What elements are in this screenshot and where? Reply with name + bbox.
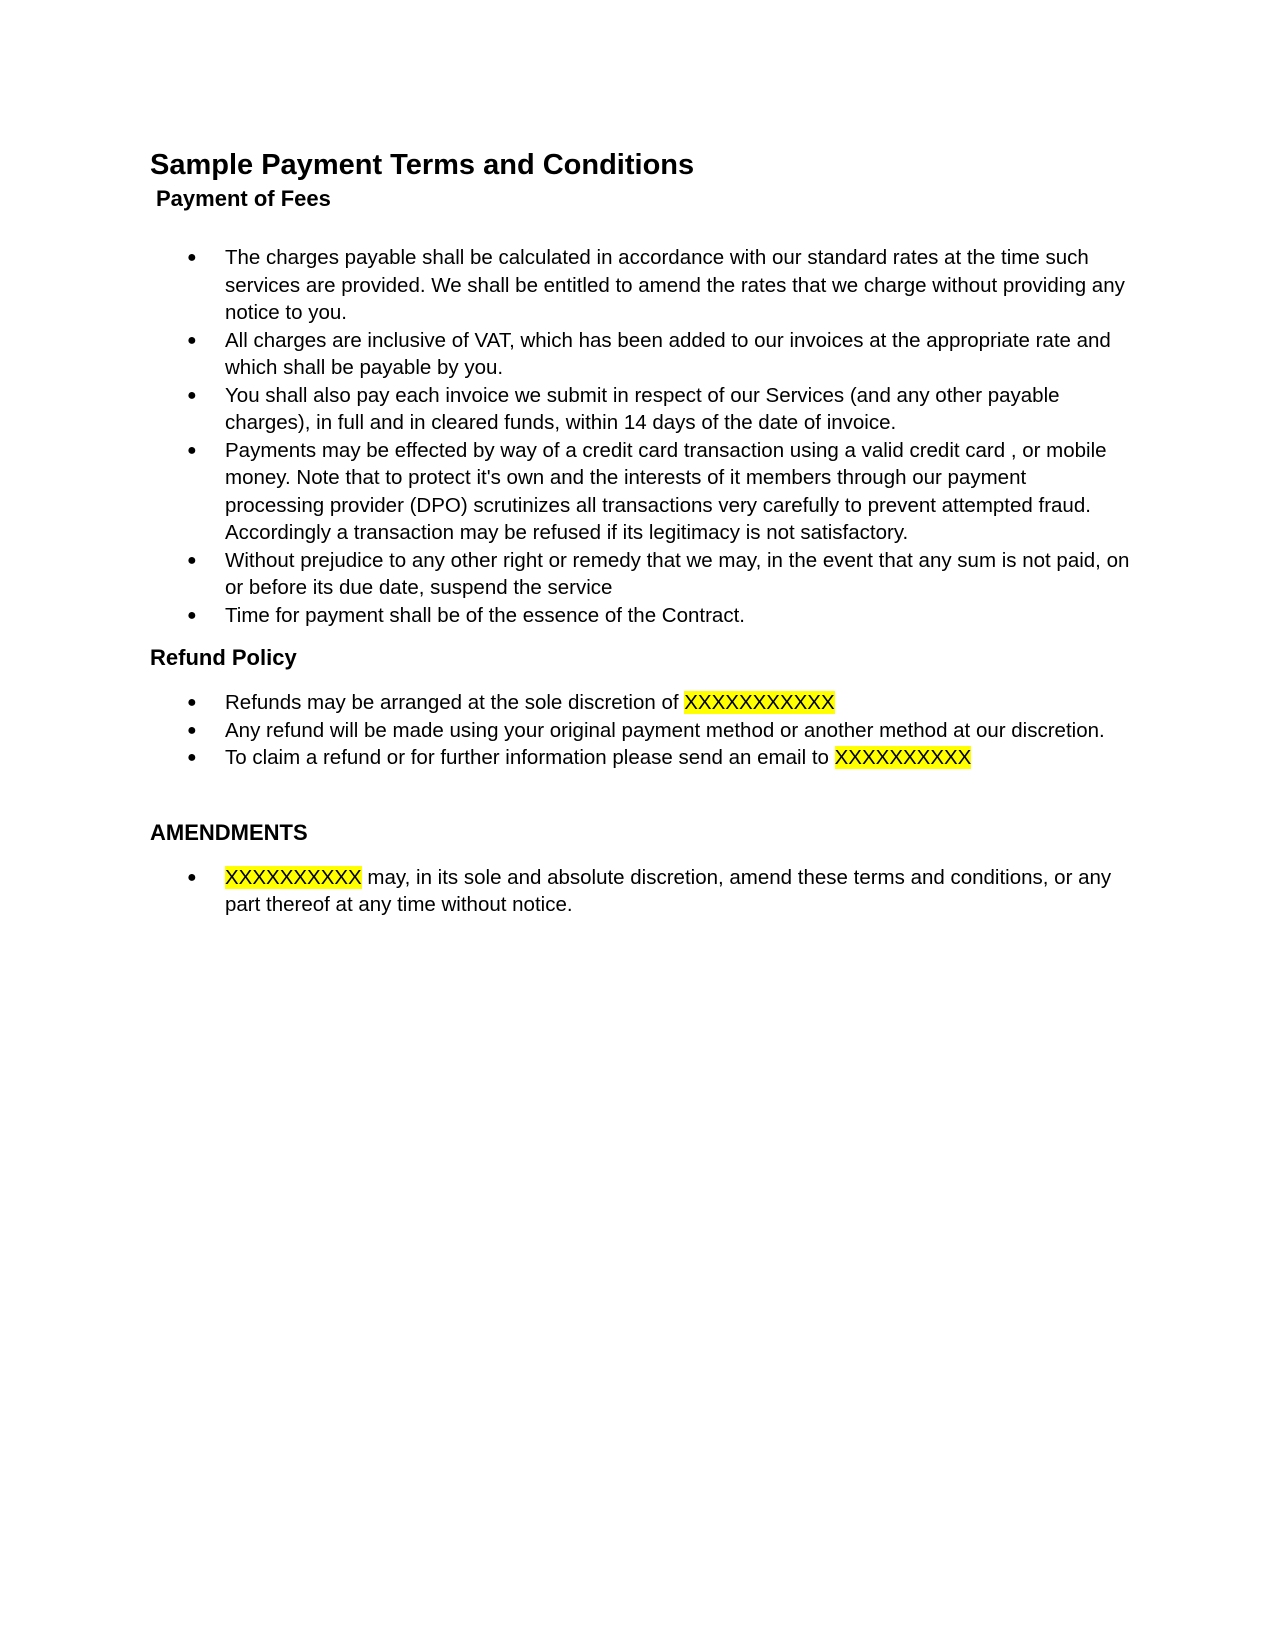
list-item-text: Payments may be effected by way of a credit card transaction using a valid credit card , or mobile money. Note that to protect it's own and the interests of it members through our payment processing provider (DPO) scrutinizes all transactions very carefully to prevent attempted fraud. Accordingly a transaction may be refused if its legitimacy is not satisfactory. bbox=[225, 438, 1107, 544]
list-item bbox=[150, 244, 1130, 327]
list-item bbox=[150, 744, 1130, 772]
bullet-icon: ● bbox=[187, 249, 197, 266]
amendments-section-heading: AMENDMENTS bbox=[150, 819, 308, 845]
placeholder-highlight: XXXXXXXXXX bbox=[225, 865, 362, 889]
payment-terms-list bbox=[150, 244, 1130, 629]
page-title: Sample Payment Terms and Conditions bbox=[150, 149, 695, 181]
list-item bbox=[150, 382, 1130, 437]
bullet-icon: ● bbox=[187, 386, 197, 404]
list-item bbox=[150, 864, 1130, 919]
list-item-text: Refunds may be arranged at the sole discretion of bbox=[225, 691, 685, 714]
list-item-text: You shall also pay each invoice we submit in respect of our Services (and any other payable charges), in full and in cleared funds, within 14 days of the date of invoice. bbox=[225, 383, 1060, 434]
list-item-text: Time for payment shall be of the essence of the Contract. bbox=[225, 603, 745, 627]
bullet-icon: ● bbox=[187, 721, 197, 739]
list-item bbox=[150, 327, 1130, 382]
list-item bbox=[150, 689, 1130, 717]
list-item bbox=[150, 437, 1130, 547]
document-body bbox=[150, 148, 1130, 919]
list-item bbox=[150, 547, 1130, 602]
bullet-icon: ● bbox=[187, 606, 197, 624]
bullet-icon: ● bbox=[187, 694, 197, 711]
list-item-text: may, in its sole and absolute discretion, amend these terms and conditions, or any part thereof at any time without notice. bbox=[225, 865, 1112, 916]
bullet-icon: ● bbox=[187, 441, 197, 459]
list-item-text: To claim a refund or for further information please send an email to bbox=[225, 746, 835, 769]
placeholder-highlight: XXXXXXXXXX bbox=[834, 746, 972, 769]
placeholder-highlight: XXXXXXXXXXX bbox=[684, 691, 835, 714]
bullet-icon: ● bbox=[187, 749, 197, 766]
list-item-text: All charges are inclusive of VAT, which has been added to our invoices at the appropriate rate and which shall be payable by you. bbox=[225, 328, 1111, 379]
amendments-list bbox=[150, 864, 1130, 919]
bullet-icon: ● bbox=[187, 551, 197, 569]
list-item-text: Any refund will be made using your original payment method or another method at our discretion. bbox=[225, 718, 1105, 742]
bullet-icon: ● bbox=[187, 331, 197, 349]
list-item bbox=[150, 717, 1130, 745]
list-item bbox=[150, 602, 1130, 630]
payment-section-heading: Payment of Fees bbox=[156, 186, 331, 211]
bullet-icon: ● bbox=[187, 868, 197, 886]
refund-policy-list bbox=[150, 689, 1130, 772]
list-item-text: Without prejudice to any other right or remedy that we may, in the event that any sum is not paid, on or before its due date, suspend the service bbox=[225, 548, 1130, 599]
refund-section-heading: Refund Policy bbox=[150, 645, 297, 670]
list-item-text: The charges payable shall be calculated in accordance with our standard rates at the time such services are provided. We shall be entitled to amend the rates that we charge without providing any notice to you. bbox=[225, 246, 1125, 324]
